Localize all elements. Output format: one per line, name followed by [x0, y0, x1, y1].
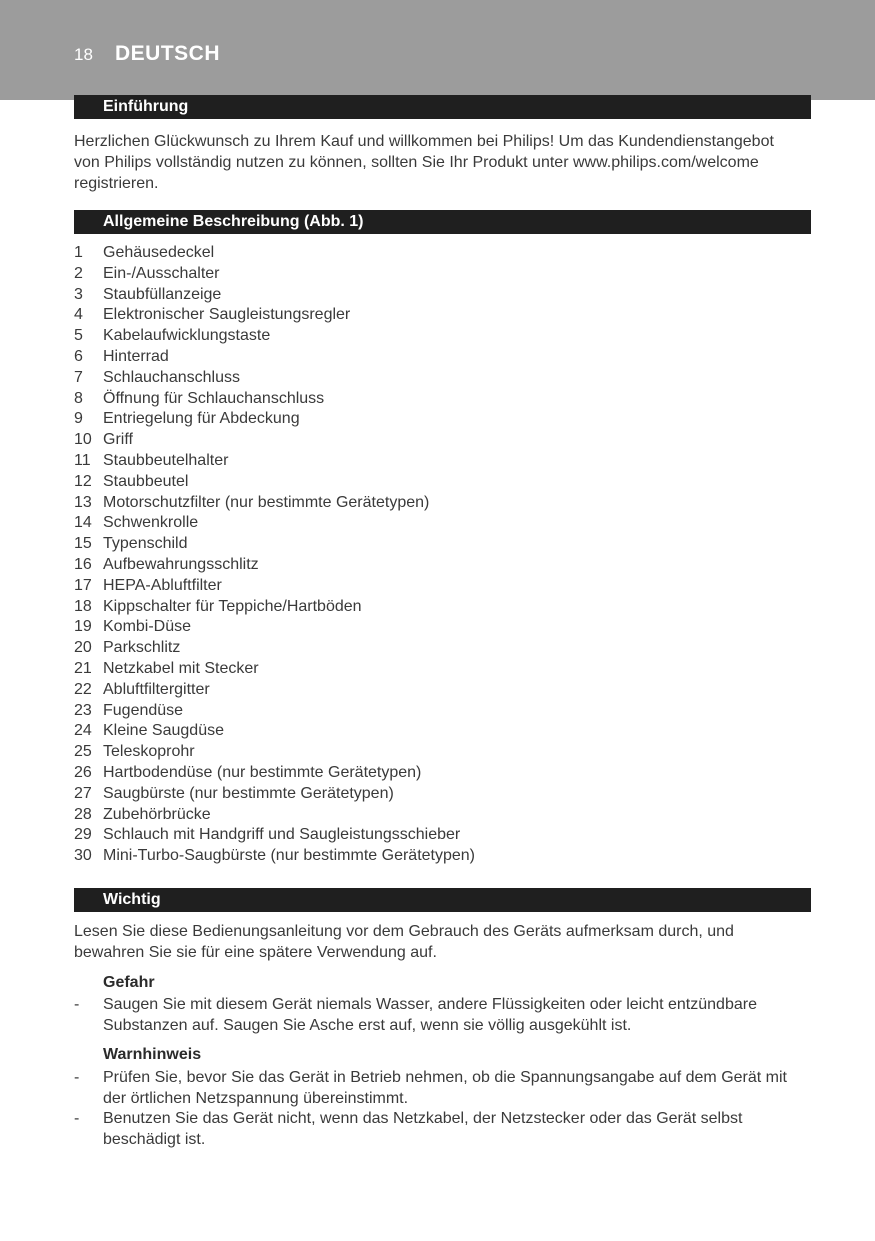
list-item [74, 555, 475, 576]
section-heading-important: Wichtig [74, 888, 811, 912]
warning-bullet [74, 1108, 814, 1150]
language-title: DEUTSCH [115, 42, 221, 65]
list-item-number: 25 [74, 743, 92, 761]
list-item-label: Kleine Saugdüse [103, 722, 224, 740]
list-item-label: Abluftfiltergitter [103, 680, 210, 698]
list-item-label: Aufbewahrungsschlitz [103, 555, 259, 573]
list-item [74, 617, 475, 638]
list-item-label: Elektronischer Saugleistungsregler [103, 306, 351, 324]
list-item-number: 23 [74, 701, 92, 719]
list-item-label: Saugbürste (nur bestimmte Gerätetypen) [103, 784, 394, 802]
list-item-label: Parkschlitz [103, 639, 181, 657]
list-item [74, 347, 475, 368]
page-header [0, 0, 875, 100]
parts-list [74, 243, 475, 867]
list-item [74, 305, 475, 326]
list-item-label: Schlauch mit Handgriff und Saugleistungsschieber [103, 826, 461, 844]
list-item-label: Netzkabel mit Stecker [103, 659, 259, 677]
list-item [74, 680, 475, 701]
list-item-number: 2 [74, 264, 83, 282]
section-heading-description: Allgemeine Beschreibung (Abb. 1) [74, 210, 811, 234]
list-item-label: Hartbodendüse (nur bestimmte Gerätetypen) [103, 763, 422, 781]
list-item-label: Motorschutzfilter (nur bestimmte Gerätetypen) [103, 493, 430, 511]
list-item-number: 9 [74, 410, 83, 428]
list-item-number: 3 [74, 285, 83, 303]
list-item [74, 513, 475, 534]
list-item-label: Kombi-Düse [103, 618, 192, 636]
list-item [74, 264, 475, 285]
list-item-number: 19 [74, 618, 92, 636]
bullet-line: Substanzen auf. Saugen Sie Asche erst auf, wenn sie völlig ausgekühlt ist. [103, 1017, 632, 1034]
bullet-line: Saugen Sie mit diesem Gerät niemals Wasser, andere Flüssigkeiten oder leicht entzündbare [103, 996, 757, 1013]
list-item-number: 14 [74, 514, 92, 532]
list-item-number: 21 [74, 659, 92, 677]
list-item-number: 29 [74, 826, 92, 844]
list-item-label: Griff [103, 431, 133, 449]
warning-heading: Warnhinweis [103, 1046, 202, 1063]
warning-bullet [74, 1067, 814, 1109]
bullet-line: beschädigt ist. [103, 1131, 206, 1148]
list-item [74, 576, 475, 597]
list-item-label: Mini-Turbo-Saugbürste (nur bestimmte Gerätetypen) [103, 847, 475, 865]
list-item-label: Fugendüse [103, 701, 184, 719]
list-item [74, 493, 475, 514]
bullet-dash: - [74, 1069, 80, 1086]
section-heading-intro: Einführung [74, 95, 811, 119]
list-item [74, 326, 475, 347]
list-item-number: 30 [74, 847, 92, 865]
list-item [74, 805, 475, 826]
list-item [74, 285, 475, 306]
important-paragraph [74, 921, 814, 963]
list-item-number: 12 [74, 472, 92, 490]
list-item-number: 10 [74, 431, 92, 449]
list-item [74, 742, 475, 763]
list-item-label: Hinterrad [103, 347, 169, 365]
list-item-label: Entriegelung für Abdeckung [103, 410, 300, 428]
important-line: bewahren Sie sie für eine spätere Verwendung auf. [74, 944, 437, 961]
list-item-number: 27 [74, 784, 92, 802]
list-item [74, 701, 475, 722]
list-item [74, 638, 475, 659]
danger-heading: Gefahr [103, 974, 155, 991]
list-item-number: 8 [74, 389, 83, 407]
list-item [74, 243, 475, 264]
list-item [74, 472, 475, 493]
intro-line: von Philips vollständig nutzen zu können, sollten Sie Ihr Produkt unter www.philips.com/welcome [74, 154, 759, 171]
list-item [74, 763, 475, 784]
list-item-number: 26 [74, 763, 92, 781]
list-item-label: Schlauchanschluss [103, 368, 240, 386]
danger-bullet [74, 994, 814, 1036]
list-item-label: Öffnung für Schlauchanschluss [103, 389, 325, 407]
list-item-number: 6 [74, 347, 83, 365]
bullet-dash: - [74, 996, 80, 1013]
list-item-number: 13 [74, 493, 92, 511]
list-item-label: HEPA-Abluftfilter [103, 576, 222, 594]
list-item-number: 17 [74, 576, 92, 594]
bullet-dash: - [74, 1110, 80, 1127]
list-item-label: Gehäusedeckel [103, 244, 215, 261]
list-item-label: Zubehörbrücke [103, 805, 211, 823]
list-item-label: Typenschild [103, 535, 188, 553]
list-item-number: 18 [74, 597, 92, 615]
list-item-label: Staubfüllanzeige [103, 285, 222, 303]
list-item [74, 597, 475, 618]
bullet-line: der örtlichen Netzspannung übereinstimmt. [103, 1090, 409, 1107]
list-item [74, 825, 475, 846]
list-item-label: Kabelaufwicklungstaste [103, 327, 271, 345]
list-item-number: 20 [74, 639, 92, 657]
important-line: Lesen Sie diese Bedienungsanleitung vor dem Gebrauch des Geräts aufmerksam durch, und [74, 923, 734, 940]
list-item [74, 846, 475, 867]
list-item-number: 22 [74, 680, 92, 698]
list-item-number: 5 [74, 327, 83, 345]
list-item-label: Teleskoprohr [103, 743, 195, 761]
list-item-label: Ein-/Ausschalter [103, 264, 220, 282]
bullet-line: Prüfen Sie, bevor Sie das Gerät in Betrieb nehmen, ob die Spannungsangabe auf dem Gerät mit [103, 1069, 787, 1086]
list-item-label: Kippschalter für Teppiche/Hartböden [103, 597, 362, 615]
list-item-label: Staubbeutel [103, 472, 189, 490]
list-item [74, 784, 475, 805]
list-item-number: 24 [74, 722, 92, 740]
list-item [74, 368, 475, 389]
list-item [74, 451, 475, 472]
list-item-label: Staubbeutelhalter [103, 451, 229, 469]
list-item-number: 11 [74, 451, 91, 469]
list-item-label: Schwenkrolle [103, 514, 199, 532]
bullet-line: Benutzen Sie das Gerät nicht, wenn das Netzkabel, der Netzstecker oder das Gerät selbst [103, 1110, 743, 1127]
list-item-number: 16 [74, 555, 92, 573]
list-item-number: 1 [74, 244, 83, 261]
list-item-number: 7 [74, 368, 83, 386]
list-item-number: 15 [74, 535, 92, 553]
intro-line: Herzlichen Glückwunsch zu Ihrem Kauf und willkommen bei Philips! Um das Kundendienstangebot [74, 133, 774, 150]
list-item [74, 389, 475, 410]
list-item [74, 659, 475, 680]
list-item-number: 4 [74, 306, 83, 324]
intro-paragraph [74, 131, 814, 194]
list-item [74, 721, 475, 742]
list-item [74, 430, 475, 451]
list-item [74, 534, 475, 555]
list-item [74, 409, 475, 430]
intro-line: registrieren. [74, 175, 159, 192]
page-number: 18 [74, 45, 93, 64]
list-item-number: 28 [74, 805, 92, 823]
